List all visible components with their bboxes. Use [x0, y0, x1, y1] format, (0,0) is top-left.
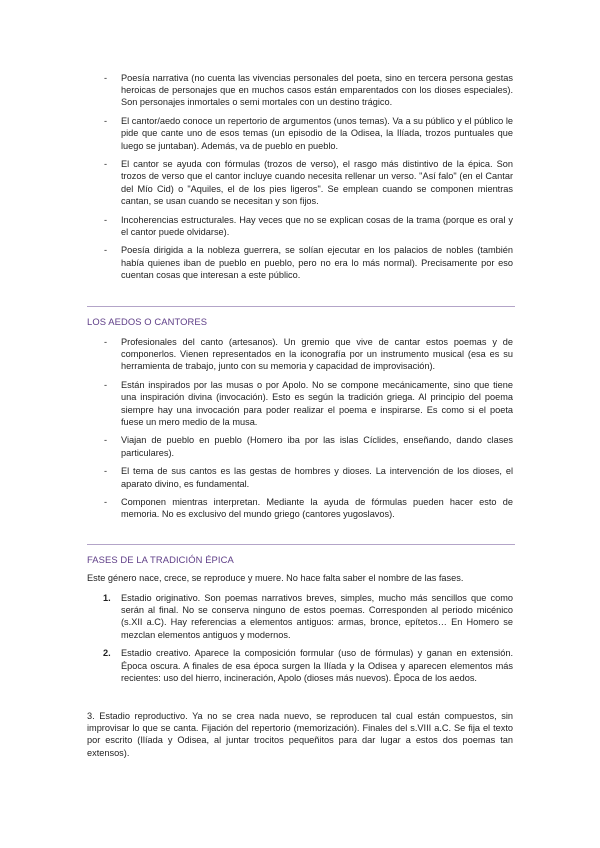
list-item: - Componen mientras interpretan. Mediante la ayuda de fórmulas pueden hacer esto de memoria. No es exclusivo del mundo griego (cantores yugoslavos). [104, 497, 513, 520]
divider [87, 544, 515, 545]
list-item: - El tema de sus cantos es las gestas de hombres y dioses. La intervención de los dioses, el aparato divino, es fundamental. [104, 466, 513, 489]
list-item: - El cantor se ayuda con fórmulas (trozos de verso), el rasgo más distintivo de la épica. Son trozos de verso que el cantor incluye cuando necesita rellenar un verso. "Así falo" (en el Cantar del Mío Cid) o "Aquiles, el de los pies ligeros". Se emplean cuando se componen mientras cantan, se usan cuando se necesitan y son fijos. [104, 159, 513, 206]
divider [87, 306, 515, 307]
list-item: 1. Estadio originativo. Son poemas narrativos breves, simples, mucho más sencillos que como serán al final. No se conserva ninguno de estos poemas. Corresponden al periodo micénico (s.XII a.C). Hay referencias a elementos antiguos: armas, bronce, epítetos… En Homero se mezclan elementos antiguos y modernos. [103, 593, 513, 640]
list-item: - Viajan de pueblo en pueblo (Homero iba por las islas Cíclides, enseñando, dando clases particulares). [104, 435, 513, 458]
list-item: 2. Estadio creativo. Aparece la composición formular (uso de fórmulas) y ganan en extensión. Época oscura. A finales de esa época surgen la Ilíada y la Odisea y aparecen elementos más recientes: uso del hierro, incineración, Apolo (dioses más nuevos). Época de los aedos. [103, 648, 513, 683]
section2-list [0, 336, 600, 527]
phases-list [0, 592, 600, 690]
list-item: - Incoherencias estructurales. Hay veces que no se explican cosas de la trama (porque es oral y el cantor puede olvidarse). [104, 214, 513, 237]
list-item: - Están inspirados por las musas o por Apolo. No se compone mecánicamente, sino que tiene una inspiración divina (invocación). Esto es según la tradición griega. Al principio del poema siempre hay una invocación para poder realizar el poema e inspirarse. Es como si el poeta fuese un mero medio de la musa. [104, 380, 513, 427]
list-item: - El cantor/aedo conoce un repertorio de argumentos (unos temas). Va a su público y el público le pide que cante uno de esos temas (un episodio de la Odisea, la Ilíada, trozos puntuales que luego se juntaban). Además, va de pueblo en pueblo. [104, 116, 513, 151]
section-heading: FASES DE LA TRADICIÓN ÉPICA [87, 554, 234, 565]
list-item: - Profesionales del canto (artesanos). Un gremio que vive de cantar estos poemas y de componerlos. Vienen representados en la iconografía por un instrumento musical (esa es su herramienta de trabajo, junto con su memoria y capacidad de improvisación). [104, 337, 513, 372]
list-item: - Poesía narrativa (no cuenta las vivencias personales del poeta, sino en tercera persona gestas heroicas de personajes que en muchos casos están emparentados con los dioses especiales). Son personajes inmortales o semi mortales con un destino trágico. [104, 73, 513, 108]
section-intro: Este género nace, crece, se reproduce y muere. No hace falta saber el nombre de las fases. [87, 573, 464, 583]
section1-list [0, 72, 600, 288]
list-item: - Poesía dirigida a la nobleza guerrera, se solían ejecutar en los palacios de nobles (también había quienes iban de pueblo en pueblo, pero no era lo más normal). Precisamente por eso cuentan cosas que interesan a este público. [104, 245, 513, 280]
section-heading: LOS AEDOS O CANTORES [87, 316, 208, 327]
closing-paragraph: 3. Estadio reproductivo. Ya no se crea nada nuevo, se reproducen tal cual están compuestos, sin improvisar lo que se canta. Fijación del repertorio (memorización). Finales del s.VIII a.C. Se fija el texto por escrito (Ilíada y Odisea, al juntar trocitos pequeñitos para dar lugar a estos dos poemas tan extensos). [87, 711, 513, 758]
